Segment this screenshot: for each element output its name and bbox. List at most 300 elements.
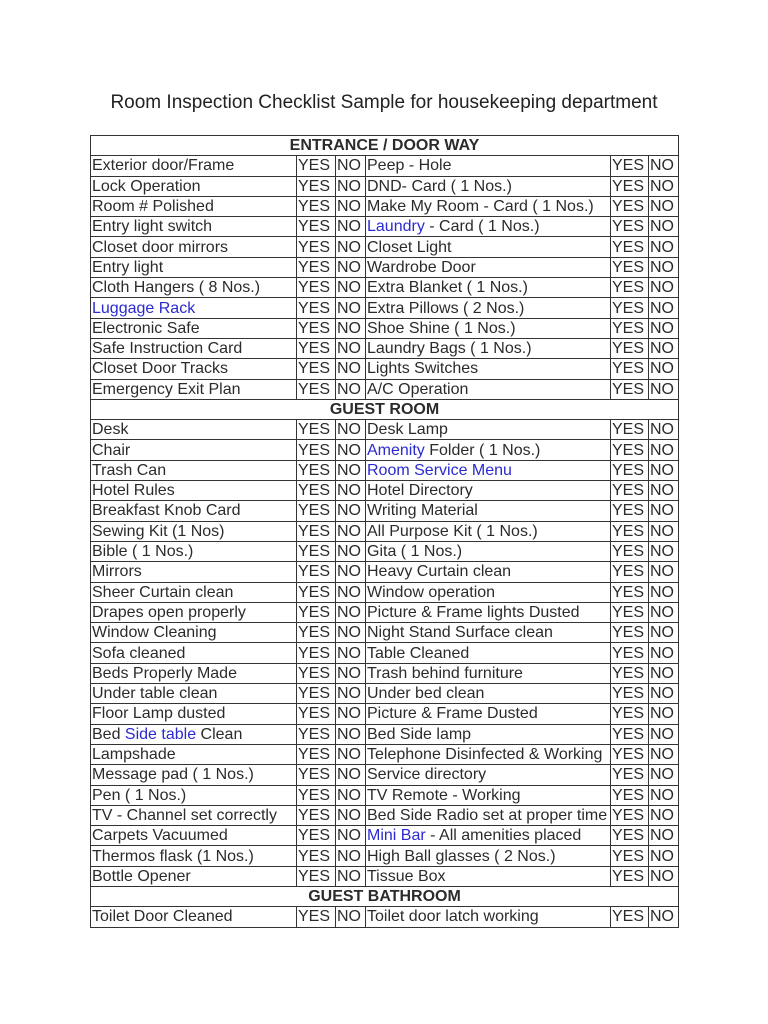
no-option[interactable]: NO xyxy=(336,643,366,663)
yes-option[interactable]: YES xyxy=(611,684,649,704)
yes-option[interactable]: YES xyxy=(611,623,649,643)
no-option[interactable]: NO xyxy=(336,602,366,622)
table-row xyxy=(91,744,679,764)
table-row xyxy=(91,420,679,440)
no-option[interactable]: NO xyxy=(649,521,679,541)
no-option[interactable]: NO xyxy=(336,541,366,561)
yes-option[interactable]: YES xyxy=(297,298,336,318)
item-text: Bible ( 1 Nos.) xyxy=(92,543,194,561)
item-text: Floor Lamp dusted xyxy=(92,705,226,723)
item-text: Table Cleaned xyxy=(367,644,470,662)
no-option[interactable]: NO xyxy=(649,907,679,927)
no-option[interactable]: NO xyxy=(336,704,366,724)
checklist-item xyxy=(366,278,611,298)
yes-option[interactable]: YES xyxy=(297,501,336,521)
item-link[interactable]: Mini Bar xyxy=(367,827,426,845)
no-option[interactable]: NO xyxy=(649,481,679,501)
table-row xyxy=(91,541,679,561)
section-heading: GUEST BATHROOM xyxy=(91,886,679,906)
no-option[interactable]: NO xyxy=(336,826,366,846)
no-option[interactable]: NO xyxy=(649,643,679,663)
yes-option[interactable]: YES xyxy=(297,663,336,683)
yes-option[interactable]: YES xyxy=(297,176,336,196)
no-option[interactable]: NO xyxy=(336,318,366,338)
item-text: Carpets Vacuumed xyxy=(92,827,228,845)
yes-option[interactable]: YES xyxy=(611,237,649,257)
item-text: Under table clean xyxy=(92,685,218,703)
item-text: Bottle Opener xyxy=(92,867,191,885)
item-text: Thermos flask (1 Nos.) xyxy=(92,847,254,865)
checklist-item xyxy=(91,541,297,561)
table-row xyxy=(91,704,679,724)
checklist-item xyxy=(91,907,297,927)
yes-option[interactable]: YES xyxy=(297,420,336,440)
no-option[interactable]: NO xyxy=(336,663,366,683)
checklist-item xyxy=(91,379,297,399)
checklist-item xyxy=(366,379,611,399)
checklist-item xyxy=(91,501,297,521)
item-text: Make My Room - Card ( 1 Nos.) xyxy=(367,198,594,216)
no-option[interactable]: NO xyxy=(336,379,366,399)
no-option[interactable]: NO xyxy=(336,481,366,501)
no-option[interactable]: NO xyxy=(336,338,366,358)
section-header-row xyxy=(91,136,679,156)
table-row xyxy=(91,907,679,927)
yes-option[interactable]: YES xyxy=(297,684,336,704)
no-option[interactable]: NO xyxy=(336,623,366,643)
no-option[interactable]: NO xyxy=(336,744,366,764)
item-text: Window Cleaning xyxy=(92,624,217,642)
table-row xyxy=(91,257,679,277)
checklist-item xyxy=(91,359,297,379)
section-header-row xyxy=(91,886,679,906)
checklist-item xyxy=(91,460,297,480)
yes-option[interactable]: YES xyxy=(297,460,336,480)
table-row xyxy=(91,196,679,216)
checklist-item xyxy=(366,420,611,440)
checklist-item xyxy=(366,846,611,866)
item-text: Tissue Box xyxy=(367,867,446,885)
checklist-item xyxy=(91,785,297,805)
yes-option[interactable]: YES xyxy=(611,643,649,663)
no-option[interactable]: NO xyxy=(649,501,679,521)
yes-option[interactable]: YES xyxy=(611,156,649,176)
checklist-item xyxy=(366,318,611,338)
table-row xyxy=(91,156,679,176)
no-option[interactable]: NO xyxy=(649,785,679,805)
yes-option[interactable]: YES xyxy=(611,257,649,277)
item-text: Trash behind furniture xyxy=(367,664,523,682)
no-option[interactable]: NO xyxy=(649,724,679,744)
table-row xyxy=(91,846,679,866)
yes-option[interactable]: YES xyxy=(297,602,336,622)
item-link[interactable]: Laundry xyxy=(367,218,425,236)
no-option[interactable]: NO xyxy=(649,684,679,704)
yes-option[interactable]: YES xyxy=(297,338,336,358)
table-row xyxy=(91,562,679,582)
checklist-item xyxy=(366,176,611,196)
table-row xyxy=(91,826,679,846)
item-text: Bed Side lamp xyxy=(367,725,472,743)
yes-option[interactable]: YES xyxy=(297,521,336,541)
item-text: TV Remote - Working xyxy=(367,786,521,804)
yes-option[interactable]: YES xyxy=(297,359,336,379)
no-option[interactable]: NO xyxy=(336,765,366,785)
yes-option[interactable]: YES xyxy=(611,338,649,358)
table-row xyxy=(91,440,679,460)
yes-option[interactable]: YES xyxy=(611,846,649,866)
no-option[interactable]: NO xyxy=(649,318,679,338)
item-text: Picture & Frame Dusted xyxy=(367,705,538,723)
table-row xyxy=(91,663,679,683)
item-text: Window operation xyxy=(367,583,496,601)
yes-option[interactable]: YES xyxy=(297,826,336,846)
checklist-item xyxy=(91,663,297,683)
yes-option[interactable]: YES xyxy=(297,318,336,338)
no-option[interactable]: NO xyxy=(649,196,679,216)
item-text: Gita ( 1 Nos.) xyxy=(367,543,463,561)
checklist-item xyxy=(91,237,297,257)
checklist-item xyxy=(91,684,297,704)
checklist-item xyxy=(366,805,611,825)
yes-option[interactable]: YES xyxy=(611,481,649,501)
yes-option[interactable]: YES xyxy=(611,521,649,541)
checklist-item xyxy=(366,866,611,886)
item-text: Under bed clean xyxy=(367,685,485,703)
checklist-item xyxy=(91,805,297,825)
checklist-table xyxy=(90,135,679,928)
item-text: Toilet Door Cleaned xyxy=(92,908,233,926)
item-text: Peep - Hole xyxy=(367,157,452,175)
item-link[interactable]: Luggage Rack xyxy=(92,299,196,317)
checklist-item xyxy=(366,196,611,216)
checklist-item xyxy=(366,541,611,561)
yes-option[interactable]: YES xyxy=(297,217,336,237)
table-row xyxy=(91,765,679,785)
yes-option[interactable]: YES xyxy=(611,196,649,216)
yes-option[interactable]: YES xyxy=(297,724,336,744)
checklist-item xyxy=(366,460,611,480)
item-text: Hotel Directory xyxy=(367,482,473,500)
no-option[interactable]: NO xyxy=(336,866,366,886)
no-option[interactable]: NO xyxy=(649,866,679,886)
table-row xyxy=(91,582,679,602)
yes-option[interactable]: YES xyxy=(297,846,336,866)
no-option[interactable]: NO xyxy=(649,420,679,440)
item-text: Bed xyxy=(92,725,125,743)
table-row xyxy=(91,237,679,257)
yes-option[interactable]: YES xyxy=(297,257,336,277)
no-option[interactable]: NO xyxy=(649,176,679,196)
item-text: Hotel Rules xyxy=(92,482,175,500)
checklist-item xyxy=(366,359,611,379)
no-option[interactable]: NO xyxy=(649,298,679,318)
checklist-item xyxy=(366,907,611,927)
item-text: - All amenities placed xyxy=(425,827,582,845)
item-text: Night Stand Surface clean xyxy=(367,624,553,642)
no-option[interactable]: NO xyxy=(336,176,366,196)
checklist-item xyxy=(91,156,297,176)
checklist-item xyxy=(91,338,297,358)
yes-option[interactable]: YES xyxy=(297,866,336,886)
item-link[interactable]: Room Service Menu xyxy=(367,461,512,479)
yes-option[interactable]: YES xyxy=(611,420,649,440)
checklist-item xyxy=(91,318,297,338)
table-row xyxy=(91,501,679,521)
yes-option[interactable]: YES xyxy=(297,562,336,582)
yes-option[interactable]: YES xyxy=(611,278,649,298)
yes-option[interactable]: YES xyxy=(611,501,649,521)
checklist-item xyxy=(366,582,611,602)
table-row xyxy=(91,623,679,643)
yes-option[interactable]: YES xyxy=(611,379,649,399)
no-option[interactable]: NO xyxy=(336,217,366,237)
yes-option[interactable]: YES xyxy=(611,785,649,805)
no-option[interactable]: NO xyxy=(336,359,366,379)
item-text: Exterior door/Frame xyxy=(92,157,235,175)
no-option[interactable]: NO xyxy=(649,338,679,358)
yes-option[interactable]: YES xyxy=(297,156,336,176)
yes-option[interactable]: YES xyxy=(297,541,336,561)
no-option[interactable]: NO xyxy=(649,257,679,277)
no-option[interactable]: NO xyxy=(649,217,679,237)
item-text: Chair xyxy=(92,441,131,459)
no-option[interactable]: NO xyxy=(649,440,679,460)
yes-option[interactable]: YES xyxy=(611,582,649,602)
yes-option[interactable]: YES xyxy=(297,805,336,825)
item-text: Entry light switch xyxy=(92,218,213,236)
yes-option[interactable]: YES xyxy=(297,440,336,460)
yes-option[interactable]: YES xyxy=(611,562,649,582)
no-option[interactable]: NO xyxy=(336,562,366,582)
table-row xyxy=(91,521,679,541)
item-text: High Ball glasses ( 2 Nos.) xyxy=(367,847,556,865)
item-text: Desk Lamp xyxy=(367,421,448,439)
yes-option[interactable]: YES xyxy=(297,237,336,257)
yes-option[interactable]: YES xyxy=(297,582,336,602)
item-text: Lock Operation xyxy=(92,177,201,195)
table-row xyxy=(91,379,679,399)
no-option[interactable]: NO xyxy=(336,460,366,480)
yes-option[interactable]: YES xyxy=(297,278,336,298)
no-option[interactable]: NO xyxy=(336,196,366,216)
checklist-item xyxy=(366,298,611,318)
yes-option[interactable]: YES xyxy=(611,907,649,927)
checklist-item xyxy=(366,156,611,176)
item-text: Drapes open properly xyxy=(92,603,246,621)
no-option[interactable]: NO xyxy=(649,460,679,480)
item-text: Laundry Bags ( 1 Nos.) xyxy=(367,340,532,358)
item-text: Extra Blanket ( 1 Nos.) xyxy=(367,279,528,297)
no-option[interactable]: NO xyxy=(649,562,679,582)
yes-option[interactable]: YES xyxy=(611,866,649,886)
table-row xyxy=(91,684,679,704)
item-text: Closet door mirrors xyxy=(92,238,229,256)
yes-option[interactable]: YES xyxy=(297,379,336,399)
yes-option[interactable]: YES xyxy=(297,907,336,927)
no-option[interactable]: NO xyxy=(649,156,679,176)
section-heading: ENTRANCE / DOOR WAY xyxy=(91,136,679,156)
item-text: Extra Pillows ( 2 Nos.) xyxy=(367,299,525,317)
checklist-item xyxy=(91,582,297,602)
yes-option[interactable]: YES xyxy=(611,724,649,744)
checklist-item xyxy=(366,765,611,785)
table-row xyxy=(91,359,679,379)
checklist-item xyxy=(366,744,611,764)
yes-option[interactable]: YES xyxy=(611,298,649,318)
item-text: Sewing Kit (1 Nos) xyxy=(92,522,225,540)
no-option[interactable]: NO xyxy=(336,257,366,277)
no-option[interactable]: NO xyxy=(336,805,366,825)
yes-option[interactable]: YES xyxy=(611,541,649,561)
yes-option[interactable]: YES xyxy=(297,643,336,663)
checklist-item xyxy=(366,217,611,237)
no-option[interactable]: NO xyxy=(336,521,366,541)
yes-option[interactable]: YES xyxy=(611,460,649,480)
yes-option[interactable]: YES xyxy=(611,359,649,379)
yes-option[interactable]: YES xyxy=(297,765,336,785)
checklist-item xyxy=(366,785,611,805)
item-text: Mirrors xyxy=(92,563,142,581)
no-option[interactable]: NO xyxy=(336,582,366,602)
no-option[interactable]: NO xyxy=(336,278,366,298)
item-text: - Card ( 1 Nos.) xyxy=(424,218,540,236)
yes-option[interactable]: YES xyxy=(611,704,649,724)
no-option[interactable]: NO xyxy=(336,724,366,744)
table-row xyxy=(91,602,679,622)
yes-option[interactable]: YES xyxy=(611,602,649,622)
no-option[interactable]: NO xyxy=(336,440,366,460)
no-option[interactable]: NO xyxy=(649,278,679,298)
item-text: Telephone Disinfected & Working xyxy=(367,746,603,764)
checklist-item xyxy=(91,724,297,744)
checklist-item xyxy=(91,176,297,196)
table-row xyxy=(91,318,679,338)
item-text: All Purpose Kit ( 1 Nos.) xyxy=(367,522,538,540)
item-text: Sheer Curtain clean xyxy=(92,583,234,601)
no-option[interactable]: NO xyxy=(649,704,679,724)
item-text: Cloth Hangers ( 8 Nos.) xyxy=(92,279,261,297)
no-option[interactable]: NO xyxy=(649,582,679,602)
section-header-row xyxy=(91,399,679,419)
item-link[interactable]: Side table xyxy=(124,725,197,743)
table-row xyxy=(91,278,679,298)
checklist-item xyxy=(91,846,297,866)
item-text: Message pad ( 1 Nos.) xyxy=(92,766,254,784)
yes-option[interactable]: YES xyxy=(297,481,336,501)
checklist-item xyxy=(366,501,611,521)
no-option[interactable]: NO xyxy=(336,907,366,927)
checklist-item xyxy=(91,623,297,643)
item-text: Toilet door latch working xyxy=(367,908,539,926)
yes-option[interactable]: YES xyxy=(297,785,336,805)
no-option[interactable]: NO xyxy=(336,785,366,805)
checklist-item xyxy=(366,481,611,501)
item-text: Breakfast Knob Card xyxy=(92,502,241,520)
yes-option[interactable]: YES xyxy=(611,805,649,825)
no-option[interactable]: NO xyxy=(336,237,366,257)
checklist-item xyxy=(91,196,297,216)
yes-option[interactable]: YES xyxy=(611,217,649,237)
table-row xyxy=(91,785,679,805)
checklist-item xyxy=(366,521,611,541)
no-option[interactable]: NO xyxy=(649,237,679,257)
checklist-item xyxy=(366,643,611,663)
yes-option[interactable]: YES xyxy=(297,744,336,764)
no-option[interactable]: NO xyxy=(649,379,679,399)
no-option[interactable]: NO xyxy=(336,684,366,704)
item-text: Lights Switches xyxy=(367,360,479,378)
yes-option[interactable]: YES xyxy=(611,318,649,338)
table-row xyxy=(91,176,679,196)
no-option[interactable]: NO xyxy=(649,623,679,643)
no-option[interactable]: NO xyxy=(649,826,679,846)
no-option[interactable]: NO xyxy=(649,359,679,379)
no-option[interactable]: NO xyxy=(336,298,366,318)
yes-option[interactable]: YES xyxy=(611,826,649,846)
item-text: Closet Light xyxy=(367,238,452,256)
checklist-item xyxy=(366,257,611,277)
item-text: Trash Can xyxy=(92,461,167,479)
table-row xyxy=(91,866,679,886)
no-option[interactable]: NO xyxy=(649,663,679,683)
yes-option[interactable]: YES xyxy=(611,663,649,683)
checklist-item xyxy=(366,826,611,846)
yes-option[interactable]: YES xyxy=(297,704,336,724)
item-text: Safe Instruction Card xyxy=(92,340,243,358)
no-option[interactable]: NO xyxy=(336,156,366,176)
item-text: Picture & Frame lights Dusted xyxy=(367,603,580,621)
table-row xyxy=(91,481,679,501)
table-row xyxy=(91,805,679,825)
no-option[interactable]: NO xyxy=(649,846,679,866)
item-text: Pen ( 1 Nos.) xyxy=(92,786,187,804)
no-option[interactable]: NO xyxy=(336,501,366,521)
yes-option[interactable]: YES xyxy=(611,440,649,460)
checklist-item xyxy=(366,440,611,460)
checklist-item xyxy=(91,298,297,318)
item-text: Folder ( 1 Nos.) xyxy=(424,441,541,459)
yes-option[interactable]: YES xyxy=(611,765,649,785)
no-option[interactable]: NO xyxy=(649,805,679,825)
checklist-item xyxy=(366,663,611,683)
item-text: TV - Channel set correctly xyxy=(92,806,277,824)
no-option[interactable]: NO xyxy=(649,602,679,622)
item-link[interactable]: Amenity xyxy=(367,441,425,459)
item-text: Emergency Exit Plan xyxy=(92,380,241,398)
checklist-item xyxy=(91,257,297,277)
no-option[interactable]: NO xyxy=(336,846,366,866)
no-option[interactable]: NO xyxy=(336,420,366,440)
table-row xyxy=(91,643,679,663)
checklist-item xyxy=(91,440,297,460)
no-option[interactable]: NO xyxy=(649,541,679,561)
no-option[interactable]: NO xyxy=(649,744,679,764)
item-text: Service directory xyxy=(367,766,487,784)
yes-option[interactable]: YES xyxy=(297,196,336,216)
section-heading: GUEST ROOM xyxy=(91,399,679,419)
table-row xyxy=(91,460,679,480)
checklist-item xyxy=(91,562,297,582)
table-row xyxy=(91,338,679,358)
yes-option[interactable]: YES xyxy=(611,744,649,764)
checklist-item xyxy=(91,826,297,846)
yes-option[interactable]: YES xyxy=(297,623,336,643)
checklist-item xyxy=(91,420,297,440)
yes-option[interactable]: YES xyxy=(611,176,649,196)
no-option[interactable]: NO xyxy=(649,765,679,785)
checklist-item xyxy=(91,643,297,663)
